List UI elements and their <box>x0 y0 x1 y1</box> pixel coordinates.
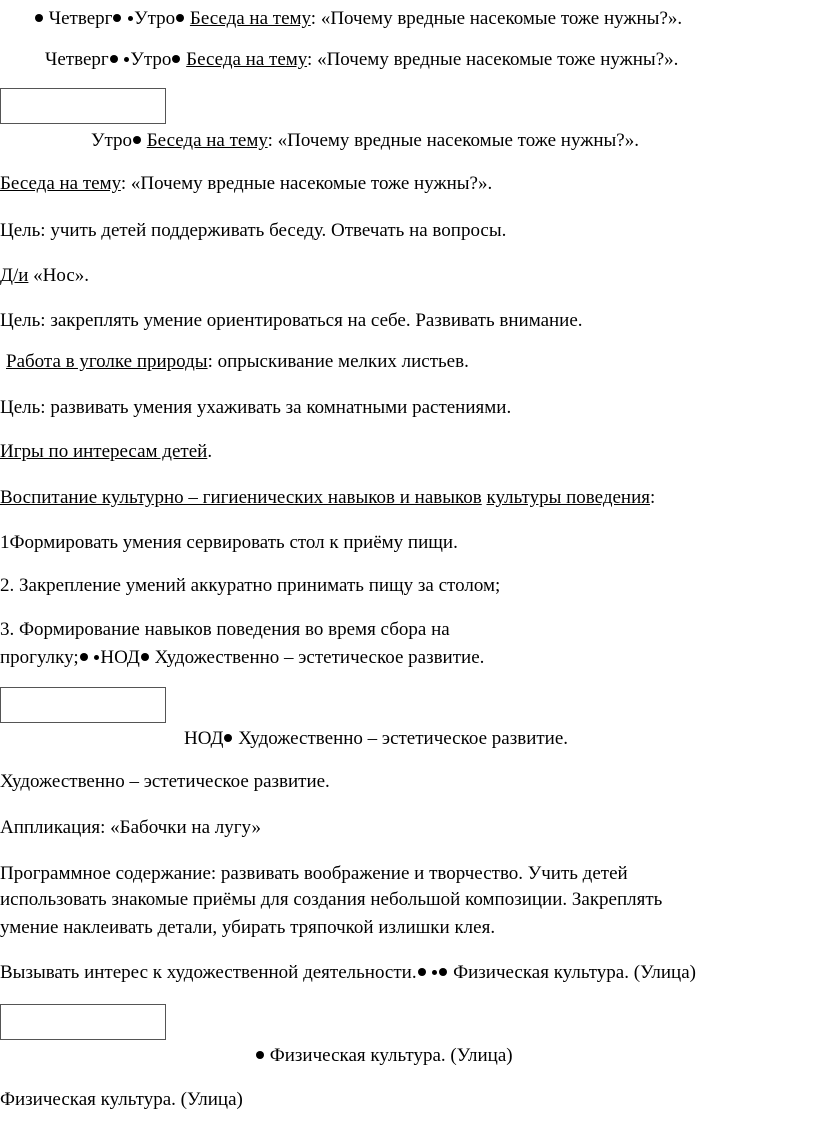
bullet-icon <box>256 1051 264 1059</box>
para-line-1: Программное содержание: развивать воображение и творчество. Учить детей <box>0 863 628 884</box>
goal-1: Цель: учить детей поддерживать беседу. Отвечать на вопросы. <box>0 220 507 241</box>
bullet-icon <box>141 653 149 661</box>
bullet-icon <box>432 970 437 975</box>
line-17: Художественно – эстетическое развитие. <box>0 771 330 792</box>
line-8: Работа в уголке природы: опрыскивание мелких листьев. <box>6 351 469 372</box>
goal-3: Цель: развивать умения ухаживать за комнатными растениями. <box>0 397 512 418</box>
bullet-icon <box>113 14 121 22</box>
bullet-icon <box>439 968 447 976</box>
line-22: Вызывать интерес к художественной деятельности. Физическая культура. (Улица) <box>0 962 696 983</box>
bullet-icon <box>128 16 133 21</box>
line-3: Утро Беседа на тему: «Почему вредные насекомые тоже нужны?». <box>91 130 639 151</box>
bullet-icon <box>176 14 184 22</box>
bullet-icon <box>418 968 426 976</box>
heading-link: Беседа на тему <box>189 8 311 29</box>
line-18: Аппликация: «Бабочки на лугу» <box>0 817 262 838</box>
line-16: НОД Художественно – эстетическое развитие. <box>184 728 569 749</box>
item-2: 2. Закрепление умений аккуратно принимать пищу за столом; <box>0 575 501 596</box>
line-4: Беседа на тему: «Почему вредные насекомые тоже нужны?». <box>0 173 493 194</box>
bullet-icon <box>224 734 232 742</box>
para-line-3: умение наклеивать детали, убирать тряпочкой излишки клея. <box>0 917 496 938</box>
line-2: Четверг Утро Беседа на тему: «Почему вредные насекомые тоже нужны?». <box>45 49 679 70</box>
bullet-icon <box>133 136 141 144</box>
item-1: 1Формировать умения сервировать стол к приёму пищи. <box>0 532 458 553</box>
line-6: Д/и «Нос». <box>0 265 90 286</box>
line-24: Физическая культура. (Улица) <box>0 1089 243 1110</box>
line-23: Физическая культура. (Улица) <box>255 1044 513 1068</box>
line-10: Игры по интересам детей. <box>0 441 213 462</box>
empty-box <box>0 687 166 723</box>
para-line-2: использовать знакомые приёмы для создания небольшой композиции. Закреплять <box>0 889 663 910</box>
bullet-icon <box>172 55 180 63</box>
bullet-icon <box>80 653 88 661</box>
goal-2: Цель: закреплять умение ориентироваться на себе. Развивать внимание. <box>0 310 583 331</box>
bullet-icon <box>35 14 43 22</box>
bullet-icon <box>110 55 118 63</box>
empty-box <box>0 88 166 124</box>
line-15: прогулку; НОД Художественно – эстетическое развитие. <box>0 647 485 668</box>
bullet-icon <box>124 57 129 62</box>
line-1: Четверг Утро Беседа на тему: «Почему вредные насекомые тоже нужны?». <box>34 7 682 31</box>
item-3: 3. Формирование навыков поведения во время сбора на <box>0 619 450 640</box>
line-11: Воспитание культурно – гигиенических навыков и навыков культуры поведения: <box>0 487 656 508</box>
bullet-icon <box>94 655 99 660</box>
empty-box <box>0 1004 166 1040</box>
